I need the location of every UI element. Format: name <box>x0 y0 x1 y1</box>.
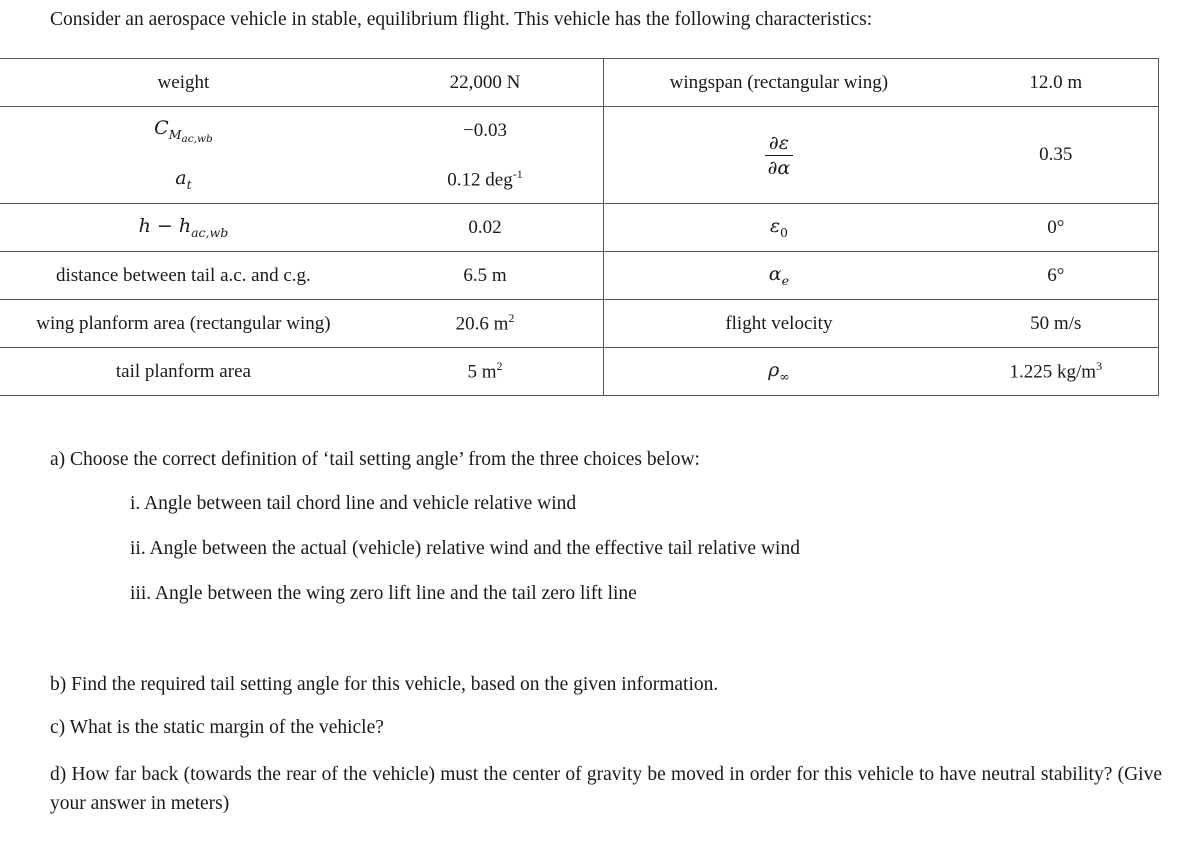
at-symbol: $a_t$ <box>175 166 192 192</box>
cell-label <box>0 204 367 252</box>
table-row <box>0 252 1159 300</box>
alpha-e-symbol: $\alpha_e$ <box>768 263 790 288</box>
choice-ii: ii. Angle between the actual (vehicle) relative wind and the effective tail relative wind <box>130 538 800 559</box>
cell-value: 50 m/s <box>954 300 1159 348</box>
cell-value: 6° <box>954 252 1159 300</box>
question-b: b) Find the required tail setting angle for this vehicle, based on the given information. <box>50 674 719 695</box>
rho-inf-symbol: $\rho_\infty$ <box>768 359 790 384</box>
parameters-table <box>0 58 1159 396</box>
cell-value: 1.225 $kg/m^3$ <box>954 348 1159 396</box>
cell-value: −0.03 <box>367 107 604 156</box>
cm-symbol: $C_{M_{ac,wb}}$ <box>154 117 213 145</box>
question-d: d) How far back (towards the rear of the vehicle) must the center of gravity be moved in order for this vehicle to have neutral stability? (Give your answer in meters) <box>50 764 1162 814</box>
cell-value: 0° <box>954 204 1159 252</box>
cell-label <box>0 155 367 204</box>
cell-value: 12.0 m <box>954 59 1159 107</box>
table-row <box>0 204 1159 252</box>
cell-label <box>604 348 954 396</box>
h-symbol: $h - h_{ac,wb}$ <box>138 215 229 240</box>
cell-label: tail planform area <box>0 348 367 396</box>
cell-label <box>604 204 954 252</box>
table-row <box>0 107 1159 156</box>
cell-label: distance between tail a.c. and c.g. <box>0 252 367 300</box>
cell-label: flight velocity <box>604 300 954 348</box>
choice-iii: iii. Angle between the wing zero lift line and the tail zero lift line <box>130 583 637 604</box>
question-c: c) What is the static margin of the vehicle? <box>50 717 384 738</box>
cell-value: 20.6 $m^2$ <box>367 300 604 348</box>
fraction: $\frac{\partial\varepsilon}{\partial\alpha}$ <box>765 132 794 179</box>
table-row <box>0 59 1159 107</box>
cell-label <box>0 107 367 156</box>
cell-label <box>604 252 954 300</box>
cell-value: 0.12 deg$^{-1}$ <box>367 155 604 204</box>
downwash-derivative-value: 0.35 <box>954 107 1159 204</box>
intro-text: Consider an aerospace vehicle in stable, equilibrium flight. This vehicle has the following characteristics: <box>50 9 873 30</box>
cell-label: wing planform area (rectangular wing) <box>0 300 367 348</box>
cell-label: wingspan (rectangular wing) <box>604 59 954 107</box>
cell-value: 5 $m^2$ <box>367 348 604 396</box>
cell-label: weight <box>0 59 367 107</box>
cell-value: 22,000 N <box>367 59 604 107</box>
table-row <box>0 300 1159 348</box>
choice-i: i. Angle between tail chord line and vehicle relative wind <box>130 493 577 514</box>
cell-value: 6.5 m <box>367 252 604 300</box>
epsilon0-symbol: $\varepsilon_0$ <box>769 215 788 240</box>
question-a: a) Choose the correct definition of ‘tail setting angle’ from the three choices below: <box>50 449 700 470</box>
downwash-derivative-label <box>604 107 954 204</box>
cell-value: 0.02 <box>367 204 604 252</box>
table-row <box>0 348 1159 396</box>
